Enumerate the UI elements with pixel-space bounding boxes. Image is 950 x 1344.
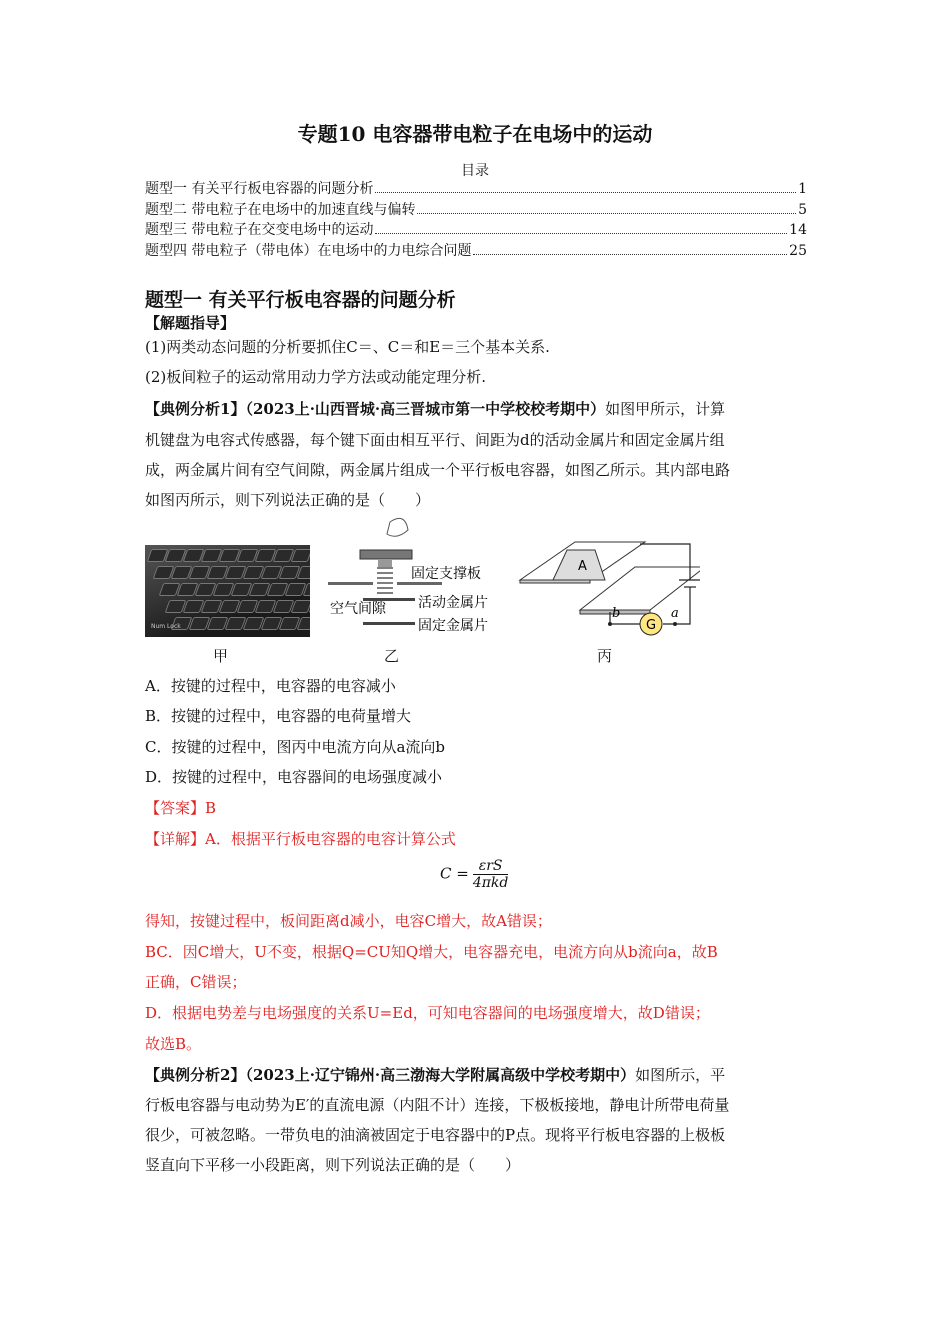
toc-entry-page: 25 [789,242,807,259]
toc-heading: 目录 [461,163,489,179]
toc-leader [417,213,796,214]
caption-bing: 丙 [597,647,613,665]
caption-yi: 乙 [384,647,400,665]
answer-tag: 【答案】 [145,799,206,817]
example-2-tag: 【典例分析2】 [145,1066,246,1084]
answer-value: B [205,799,217,817]
label-fixed-plate: 固定金属片 [418,618,488,634]
example-2-source: （2023上·辽宁锦州·高三渤海大学附属高级中学校考期中） [245,1066,636,1084]
detail-line-3: BC．因C增大，U不变，根据Q=CU知Q增大，电容器充电，电流方向从b流向a，故B [145,943,718,961]
option-d: D．按键的过程中，电容器间的电场强度减小 [145,768,443,786]
toc-entry-page: 5 [798,201,807,218]
detail-text: A．根据平行板电容器的电容计算公式 [205,830,456,848]
keyboard-photo [145,545,310,637]
detail-line-6: 故选B。 [145,1035,202,1053]
formula-numerator: εrS [473,858,509,875]
point-b-label: b [612,606,621,621]
option-a: A．按键的过程中，电容器的电容减小 [145,677,396,695]
table-of-contents [145,178,807,260]
label-support: 固定支撑板 [411,566,481,582]
label-moving-plate: 活动金属片 [418,595,488,611]
example-2-line-4: 竖直向下平移一小段距离，则下列说法正确的是（ ） [145,1156,521,1174]
guide-line-2: (2)板间粒子的运动常用动力学方法或动能定理分析. [145,368,487,386]
toc-leader [473,254,787,255]
example-2-text: 如图所示，平 [635,1066,726,1084]
example-1-line-4: 如图丙所示，则下列说法正确的是（ ） [145,491,431,509]
toc-entry-page: 14 [789,222,807,238]
galvanometer-label: G [646,618,657,633]
formula-denominator: 4πkd [472,875,509,891]
point-a-label: a [671,606,679,621]
toc-entry-page: 1 [798,181,807,197]
detail-line-2: 得知，按键过程中，板间距离d减小，电容C增大，故A错误； [145,912,552,930]
section-heading: 题型一 有关平行板电容器的问题分析 [145,289,456,311]
toc-entry[interactable] [145,240,807,261]
key-label: A [578,559,587,574]
detail-line-1 [145,828,456,849]
circuit-diagram [515,532,700,637]
example-2-line-2: 行板电容器与电动势为E′的直流电源（内阻不计）连接，下极板接地，静电计所带电荷量 [145,1096,730,1114]
example-2-line-3: 很少，可被忽略。一带负电的油滴被固定于电容器中的P点。现将平行板电容器的上极板 [145,1126,726,1144]
guide-line-1: (1)两类动态问题的分析要抓住C＝、C＝和E＝三个基本关系. [145,338,550,356]
detail-line-5: D．根据电势差与电场强度的关系U=Ed，可知电容器间的电场强度增大，故D错误； [145,1004,710,1022]
option-b: B．按键的过程中，电容器的电荷量增大 [145,707,412,725]
toc-entry-label: 题型三 带电粒子在交变电场中的运动 [145,222,374,238]
keyboard-key-label: Num Lock [151,623,181,630]
toc-leader [375,233,787,234]
key-structure-diagram [325,512,510,637]
capacitance-formula [440,858,508,891]
example-1-tag: 【典例分析1】 [145,400,246,418]
example-1-text: 如图甲所示，计算 [605,400,726,418]
toc-leader [375,192,796,193]
toc-entry-label: 题型四 带电粒子（带电体）在电场中的力电综合问题 [145,242,472,259]
example-2-line-1 [145,1060,805,1091]
keyboard-key [291,600,310,613]
detail-line-4: 正确，C错误； [145,973,247,991]
option-c: C．按键的过程中，图丙中电流方向从a流向b [145,738,446,756]
example-1-line-1 [145,394,805,425]
keyboard-key [291,549,310,562]
toc-entry[interactable] [145,199,807,220]
example-1-line-2: 机键盘为电容式传感器，每个键下面由相互平行、间距为d的活动金属片和固定金属片组 [145,431,725,449]
page-title: 专题10 电容器带电粒子在电场中的运动 [297,122,653,146]
toc-entry-label: 题型二 带电粒子在电场中的加速直线与偏转 [145,201,416,218]
detail-tag: 【详解】 [145,830,206,848]
example-1-source: （2023上·山西晋城·高三晋城市第一中学校校考期中） [245,400,606,418]
toc-entry[interactable] [145,178,807,199]
answer-line [145,797,216,818]
guide-tag: 【解题指导】 [145,314,236,332]
caption-jia: 甲 [213,647,229,665]
example-1-line-3: 成，两金属片间有空气间隙，两金属片组成一个平行板电容器，如图乙所示。其内部电路 [145,461,731,479]
toc-entry[interactable] [145,219,807,240]
formula-lhs: C = [440,864,469,883]
label-air-gap: 空气间隙 [330,601,386,617]
toc-entry-label: 题型一 有关平行板电容器的问题分析 [145,181,374,197]
